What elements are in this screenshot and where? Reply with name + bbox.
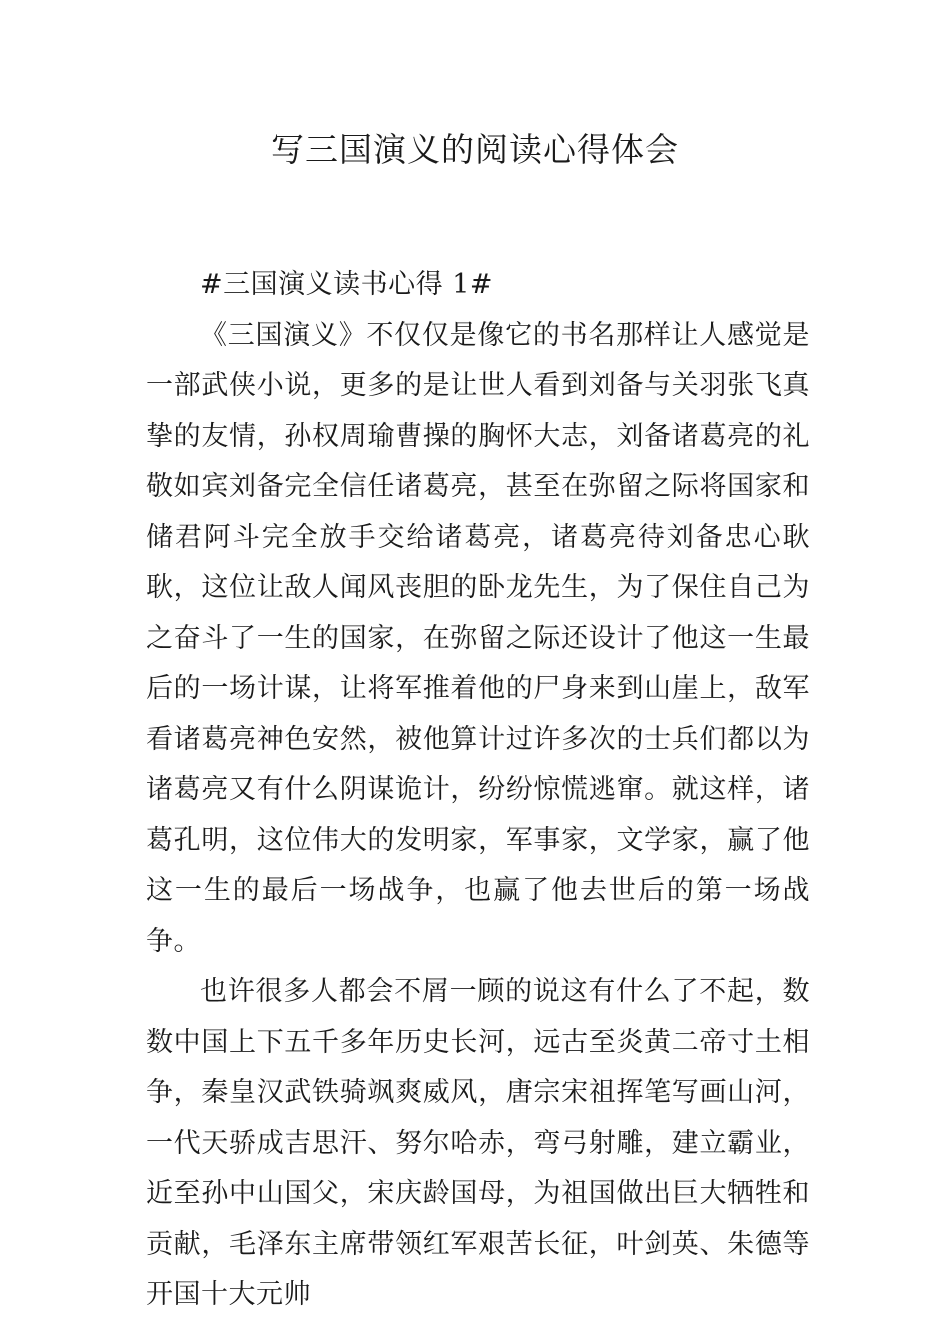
body-paragraph: 《三国演义》不仅仅是像它的书名那样让人感觉是一部武侠小说，更多的是让世人看到刘备与关羽张飞真挚的友情，孙权周瑜曹操的胸怀大志，刘备诸葛亮的礼敬如宾刘备完全信任诸葛亮，甚至在弥留之际将国家和储君阿斗完全放手交给诸葛亮，诸葛亮待刘备忠心耿耿，这位让敌人闻风丧胆的卧龙先生，为了保住自己为之奋斗了一生的国家，在弥留之际还设计了他这一生最后的一场计谋，让将军推着他的尸身来到山崖上，敌军看诸葛亮神色安然，被他算计过许多次的士兵们都以为诸葛亮又有什么阴谋诡计，纷纷惊慌逃窜。就这样，诸葛孔明，这位伟大的发明家，军事家，文学家，赢了他这一生的最后一场战争，也赢了他去世后的第一场战争。 (146, 319, 810, 957)
document-title: 写三国演义的阅读心得体会 (271, 130, 679, 169)
document-body (146, 260, 810, 1321)
section-heading: #三国演义读书心得 1# (200, 269, 494, 300)
body-paragraph: 也许很多人都会不屑一顾的说这有什么了不起，数数中国上下五千多年历史长河，远古至炎黄二帝寸土相争，秦皇汉武铁骑飒爽威风，唐宗宋祖挥笔写画山河，一代天骄成吉思汗、努尔哈赤，弯弓射雕，建立霸业，近至孙中山国父，宋庆龄国母，为祖国做出巨大牺牲和贡献，毛泽东主席带领红军艰苦长征，叶剑英、朱德等开国十大元帅 (146, 976, 810, 1310)
